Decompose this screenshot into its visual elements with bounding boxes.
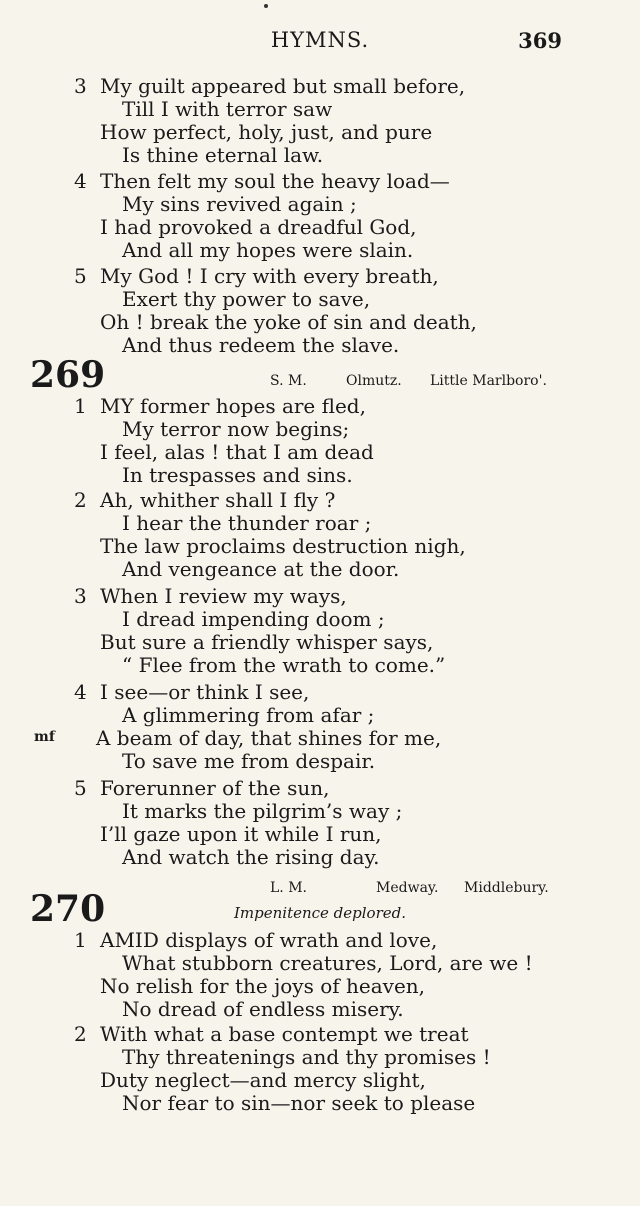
verse-number: 4 (74, 680, 87, 704)
verse-line: In trespasses and sins. (122, 463, 353, 487)
verse-line: To save me from despair. (122, 749, 376, 773)
verse-line: MY former hopes are fled, (100, 394, 366, 418)
verse-line: I’ll gaze upon it while I run, (100, 822, 382, 846)
verse-line: I feel, alas ! that I am dead (100, 440, 374, 464)
verse-line: Oh ! break the yoke of sin and death, (100, 310, 477, 334)
verse-number: 1 (74, 928, 87, 952)
meter: L. M. (270, 880, 307, 896)
verse-line: My terror now begins; (122, 417, 350, 441)
tune-name: Olmutz. (346, 373, 402, 389)
tune-name: Middlebury. (464, 880, 549, 896)
verse-line: And thus redeem the slave. (122, 333, 400, 357)
verse-line: The law proclaims destruction nigh, (100, 534, 466, 558)
verse-number: 2 (74, 488, 87, 512)
verse-number: 2 (74, 1022, 87, 1046)
tune-name: Little Marlboro'. (430, 373, 547, 389)
verse-line: “ Flee from the wrath to come.” (122, 653, 446, 677)
tune-name: Medway. (376, 880, 439, 896)
verse-number: 1 (74, 394, 87, 418)
hymn-subtitle: Impenitence deplored. (233, 904, 407, 922)
verse-line: Is thine eternal law. (122, 143, 324, 167)
verse-line: When I review my ways, (100, 584, 347, 608)
verse-line: And watch the rising day. (122, 845, 380, 869)
verse-line: How perfect, holy, just, and pure (100, 120, 433, 144)
verse-line: Nor fear to sin—nor seek to please (122, 1091, 476, 1115)
verse-line: I had provoked a dreadful God, (100, 215, 417, 239)
page-number: 369 (518, 28, 562, 53)
verse-line: Till I with terror saw (122, 97, 333, 121)
verse-line: It marks the pilgrim’s way ; (122, 799, 403, 823)
verse-number: 4 (74, 169, 87, 193)
verse-line: I see—or think I see, (100, 680, 310, 704)
verse-line: Ah, whither shall I fly ? (100, 488, 336, 512)
hymn-number: 269 (30, 354, 106, 396)
verse-line: I dread impending doom ; (122, 607, 385, 631)
verse-number: 5 (74, 264, 87, 288)
verse-number: 3 (74, 584, 87, 608)
verse-line: Duty neglect—and mercy slight, (100, 1068, 426, 1092)
verse-line: My guilt appeared but small before, (100, 74, 466, 98)
verse-line: Then felt my soul the heavy load— (100, 169, 450, 193)
dynamic-mark: mf (34, 729, 55, 745)
verse-line: No dread of endless misery. (122, 997, 404, 1021)
verse-line: I hear the thunder roar ; (122, 511, 372, 535)
verse-line: Thy threatenings and thy promises ! (122, 1045, 491, 1069)
verse-line: A beam of day, that shines for me, (96, 726, 442, 750)
verse-line: A glimmering from afar ; (122, 703, 375, 727)
verse-line: My God ! I cry with every breath, (100, 264, 439, 288)
meter: S. M. (270, 373, 307, 389)
verse-line: My sins revived again ; (122, 192, 357, 216)
verse-line: But sure a friendly whisper says, (100, 630, 434, 654)
print-mark (264, 4, 268, 8)
verse-line: What stubborn creatures, Lord, are we ! (122, 951, 533, 975)
verse-number: 3 (74, 74, 87, 98)
verse-line: Forerunner of the sun, (100, 776, 330, 800)
verse-line: And all my hopes were slain. (122, 238, 414, 262)
hymn-number: 270 (30, 888, 106, 930)
verse-line: With what a base contempt we treat (100, 1022, 469, 1046)
verse-line: And vengeance at the door. (122, 557, 400, 581)
verse-line: Exert thy power to save, (122, 287, 371, 311)
verse-line: AMID displays of wrath and love, (100, 928, 438, 952)
verse-number: 5 (74, 776, 87, 800)
verse-line: No relish for the joys of heaven, (100, 974, 426, 998)
running-title: HYMNS. (270, 28, 370, 52)
